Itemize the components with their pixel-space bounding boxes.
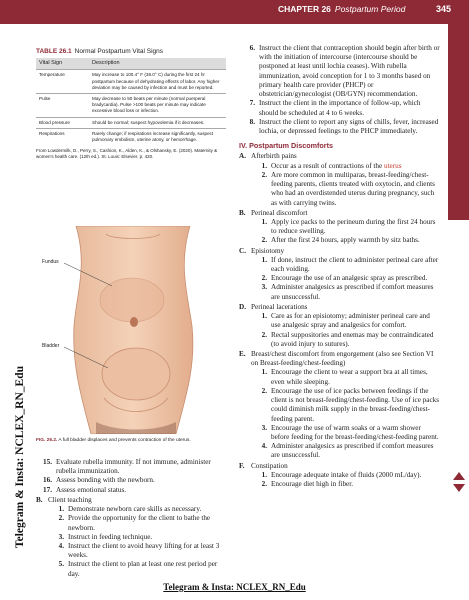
table-cell-desc: May increase to 100.4° F (38.0° C) during the first 24 hr postpartum because of dehydrating effects of labor. Any higher deviation may be caused by infection and must be reported. xyxy=(89,70,226,94)
list-item xyxy=(251,480,441,489)
chapter-number: CHAPTER 26 xyxy=(278,4,331,14)
section-heading xyxy=(239,152,441,161)
list-item-number: 4. xyxy=(261,442,267,451)
list-item-text-main: Encourage the use of ice packs between feedings if the client is not breast-feeding/chest-feeding. Use of ice packs could diminish milk supply in the breast-feeding/chest-feeding parent. xyxy=(271,386,440,423)
list-item-number: 3. xyxy=(58,532,64,541)
section-heading xyxy=(36,496,226,505)
list-item-number: 6. xyxy=(249,44,255,52)
table-cell-desc: May decrease to 50 beats per minute (normal puerperal bradycardia). Pulse >100 beats per minute may indicate excessive blood loss or infection. xyxy=(89,93,226,117)
list-item-text: Instruct the client to report any signs of chills, fever, increased lochia, or depressed feelings to the PHCP immediately. xyxy=(259,117,439,135)
table-header-cell: Vital Sign xyxy=(36,58,89,70)
list-item xyxy=(251,424,441,442)
section-heading xyxy=(239,247,441,256)
list-item xyxy=(251,312,441,330)
list-item-number: 1. xyxy=(261,255,267,264)
table-row xyxy=(36,70,226,94)
list-item xyxy=(36,476,226,485)
list-item-text xyxy=(271,171,441,208)
list-item-text-main: Encourage diet high in fiber. xyxy=(271,480,354,489)
list-item-text: Instruct the client that contraception should begin after birth or with the initiation of intercourse (intercourse should be postponed at least until lochia ceases). With rubella immunization, avoid conception for 1 to 3 months based on primary health care provider (PHCP) or obstetrician/gynecologist (OB/GYN) recommendation. xyxy=(259,44,440,99)
list-item-text xyxy=(271,236,441,245)
list-item xyxy=(251,274,441,283)
figure-bladder-illustration xyxy=(36,226,226,434)
list-item-number: 2. xyxy=(261,236,267,245)
vital-signs-table-block xyxy=(36,48,226,160)
list-item-number: 1. xyxy=(261,217,267,226)
list-item-text-main: Care as for an episiotomy; administer perineal care and use analgesic spray and analgesics for comfort. xyxy=(271,312,430,330)
list-item xyxy=(48,542,226,560)
list-item-text: Evaluate rubella immunity. If not immune, administer rubella immunization. xyxy=(56,458,211,476)
table-title-text: Normal Postpartum Vital Signs xyxy=(74,48,164,55)
figure-number: FIG. 26.2. xyxy=(36,438,58,443)
list-item-text-main: Apply ice packs to the perineum during the first 24 hours to reduce swelling. xyxy=(271,217,436,236)
list-item xyxy=(251,471,441,480)
list-item xyxy=(251,331,441,349)
list-item-text xyxy=(271,442,441,460)
list-item-text-main: After the first 24 hours, apply warmth by sitz baths. xyxy=(271,236,420,245)
section-label: B. xyxy=(239,208,246,217)
list-item-text-main: Administer analgesics as prescribed if comfort measures are unsuccessful. xyxy=(271,442,434,460)
list-item xyxy=(251,162,441,171)
table-header-cell: Description xyxy=(89,58,226,70)
section-title: Episiotomy xyxy=(251,246,285,255)
page-header xyxy=(0,0,469,24)
list-item-text xyxy=(271,283,441,301)
section-label: E. xyxy=(239,350,246,358)
list-item-text: Provide the opportunity for the client to bathe the newborn. xyxy=(68,514,211,532)
list-item-number: 1. xyxy=(58,505,64,514)
table-cell-sign: Temperature xyxy=(36,70,89,94)
list-item xyxy=(251,387,441,424)
list-item xyxy=(36,458,226,476)
section-heading xyxy=(239,209,441,218)
list-item xyxy=(251,256,441,274)
list-item-number: 8. xyxy=(249,117,255,126)
list-item-number: 2. xyxy=(261,386,267,395)
list-item-number: 15. xyxy=(43,458,52,466)
list-item-text: Instruct in feeding technique. xyxy=(68,532,153,541)
section-title: Perineal lacerations xyxy=(251,302,308,311)
list-item-text xyxy=(271,331,441,349)
list-item-text-main: Encourage the client to wear a support bra at all times, even while sleeping. xyxy=(271,368,428,386)
highlighted-term: uterus xyxy=(383,161,402,170)
list-item-number: 2. xyxy=(261,480,267,489)
figure-caption-text: A full bladder displaces and prevents contraction of the uterus. xyxy=(58,438,191,443)
watermark-bottom: Telegram & Insta: NCLEX_RN_Edu xyxy=(163,582,306,592)
list-item xyxy=(48,560,226,578)
list-item xyxy=(239,118,441,136)
list-item-text: Assess emotional status. xyxy=(56,485,127,494)
list-item-number: 5. xyxy=(58,560,64,569)
table-cell-sign: Pulse xyxy=(36,93,89,117)
section-label: B. xyxy=(36,495,43,504)
list-item-text: Instruct the client to avoid heavy lifting for at least 3 weeks. xyxy=(68,541,220,560)
list-item xyxy=(48,505,226,514)
list-item-number: 3. xyxy=(261,283,267,292)
list-item xyxy=(251,442,441,460)
list-item-number: 3. xyxy=(261,423,267,432)
section-label: D. xyxy=(239,302,246,311)
side-tab-label: Maternity xyxy=(440,122,450,160)
section-title: Breast/chest discomfort from engorgement (also see Section VI on Breast-feeding/chest-feeding) xyxy=(251,350,434,368)
table-source: From Lowdermilk, D., Perry, S., Cashion, K., Alden, K., & Olshansky, E. (2020). Maternity & women's health care. (12th ed.). St. Louis: Elsevier. p. 420. xyxy=(36,148,218,160)
list-item xyxy=(251,368,441,386)
list-item xyxy=(48,533,226,542)
list-item-text: Assess bonding with the newborn. xyxy=(56,476,155,485)
list-item-text-main: Encourage the use of warm soaks or a warm shower before feeding for the breast-feeding/chest-feeding parent. xyxy=(271,423,439,441)
discomfort-sections xyxy=(239,152,441,489)
table-title xyxy=(36,48,226,55)
list-item-text: Instruct the client in the importance of follow-up, which should be scheduled at 4 to 6 weeks. xyxy=(259,99,421,117)
arrow-down-icon xyxy=(453,484,465,492)
list-item-number: 16. xyxy=(43,476,52,485)
list-item-number: 1. xyxy=(261,470,267,479)
list-item xyxy=(48,514,226,532)
figure-caption xyxy=(36,438,226,445)
table-cell-desc: Should be normal; suspect hypovolemia if it decreases. xyxy=(89,117,226,128)
list-item xyxy=(251,236,441,245)
section-label: F. xyxy=(239,461,245,470)
list-item-text-main: Encourage the use of an analgesic spray as prescribed. xyxy=(271,274,428,283)
list-item-number: 2. xyxy=(261,170,267,179)
list-item-number: 7. xyxy=(249,99,255,108)
list-item-text-main: If done, instruct the client to administer perineal care after each voiding. xyxy=(271,255,439,274)
watermark-side: Telegram & Insta: NCLEX_RN_Edu xyxy=(14,366,26,548)
section-title: Client teaching xyxy=(48,495,92,504)
list-item-number: 1. xyxy=(261,368,267,377)
chapter-heading xyxy=(278,4,405,14)
table-row xyxy=(36,117,226,128)
list-item-number: 4. xyxy=(58,541,64,550)
list-item-text-main: Rectal suppositories and enemas may be contraindicated (to avoid injury to sutures). xyxy=(271,330,434,348)
list-item-text xyxy=(271,312,441,330)
list-item-text: Instruct the client to plan at least one rest period per day. xyxy=(68,560,218,578)
list-item-text xyxy=(271,256,441,274)
list-item-text xyxy=(271,368,441,386)
page-number: 345 xyxy=(436,4,452,14)
list-item xyxy=(251,283,441,301)
left-column-list xyxy=(36,458,226,579)
list-item-number: 2. xyxy=(261,274,267,283)
list-item-number: 2. xyxy=(58,514,64,523)
section-heading xyxy=(239,350,441,368)
list-item-text-main: Encourage adequate intake of fluids (2000 mL/day). xyxy=(271,470,422,479)
list-item-text xyxy=(271,387,441,424)
list-item xyxy=(251,218,441,236)
list-item xyxy=(239,99,441,117)
list-item-text xyxy=(271,162,441,171)
fundus-label: Fundus xyxy=(42,259,59,265)
list-item-text xyxy=(271,274,441,283)
table-row xyxy=(36,93,226,117)
table-cell-sign: Respirations xyxy=(36,128,89,145)
section-heading xyxy=(239,303,441,312)
vital-signs-table xyxy=(36,58,226,145)
table-header-row xyxy=(36,58,226,70)
list-item xyxy=(36,486,226,495)
bladder-label: Bladder xyxy=(42,343,60,349)
section-main-heading: IV. Postpartum Discomforts xyxy=(239,141,333,151)
arrow-up-icon xyxy=(453,472,465,480)
list-item-number: 2. xyxy=(261,330,267,339)
table-number: TABLE 26.1 xyxy=(36,48,72,55)
section-title: Afterbirth pains xyxy=(251,152,297,161)
table-row xyxy=(36,128,226,145)
chapter-title: Postpartum Period xyxy=(334,4,406,14)
table-cell-desc: Rarely change; if respirations increase significantly, suspect pulmonary embolism, uterine atony, or hemorrhage. xyxy=(89,128,226,145)
section-title: Constipation xyxy=(251,461,288,470)
list-item-number: 17. xyxy=(43,485,52,494)
list-item-number: 1. xyxy=(261,312,267,321)
list-item-text-main: Administer analgesics as prescribed if comfort measures are unsuccessful. xyxy=(271,283,434,301)
section-label: C. xyxy=(239,246,246,255)
list-item-number: 1. xyxy=(261,161,267,170)
list-item-text: Demonstrate newborn care skills as necessary. xyxy=(68,505,202,514)
list-item-text xyxy=(271,424,441,442)
list-item-text-main: Are more common in multiparas, breast-feeding/chest-feeding parents, clients treated with oxytocin, and clients who had an overdistended uterus during pregnancy, such as with carrying twins. xyxy=(271,170,435,207)
section-title: Perineal discomfort xyxy=(251,208,308,217)
section-heading xyxy=(239,462,441,471)
table-cell-sign: Blood pressure xyxy=(36,117,89,128)
side-tab xyxy=(440,24,469,220)
list-item-text xyxy=(271,471,441,480)
section-label: A. xyxy=(239,152,246,161)
list-item-text xyxy=(271,218,441,236)
list-item xyxy=(251,171,441,208)
abdomen-illustration xyxy=(36,226,226,434)
right-column-list xyxy=(239,44,441,489)
list-item-text xyxy=(271,480,441,489)
list-item-text-main: Occur as a result of contractions of the xyxy=(271,161,384,170)
list-item xyxy=(239,44,441,99)
